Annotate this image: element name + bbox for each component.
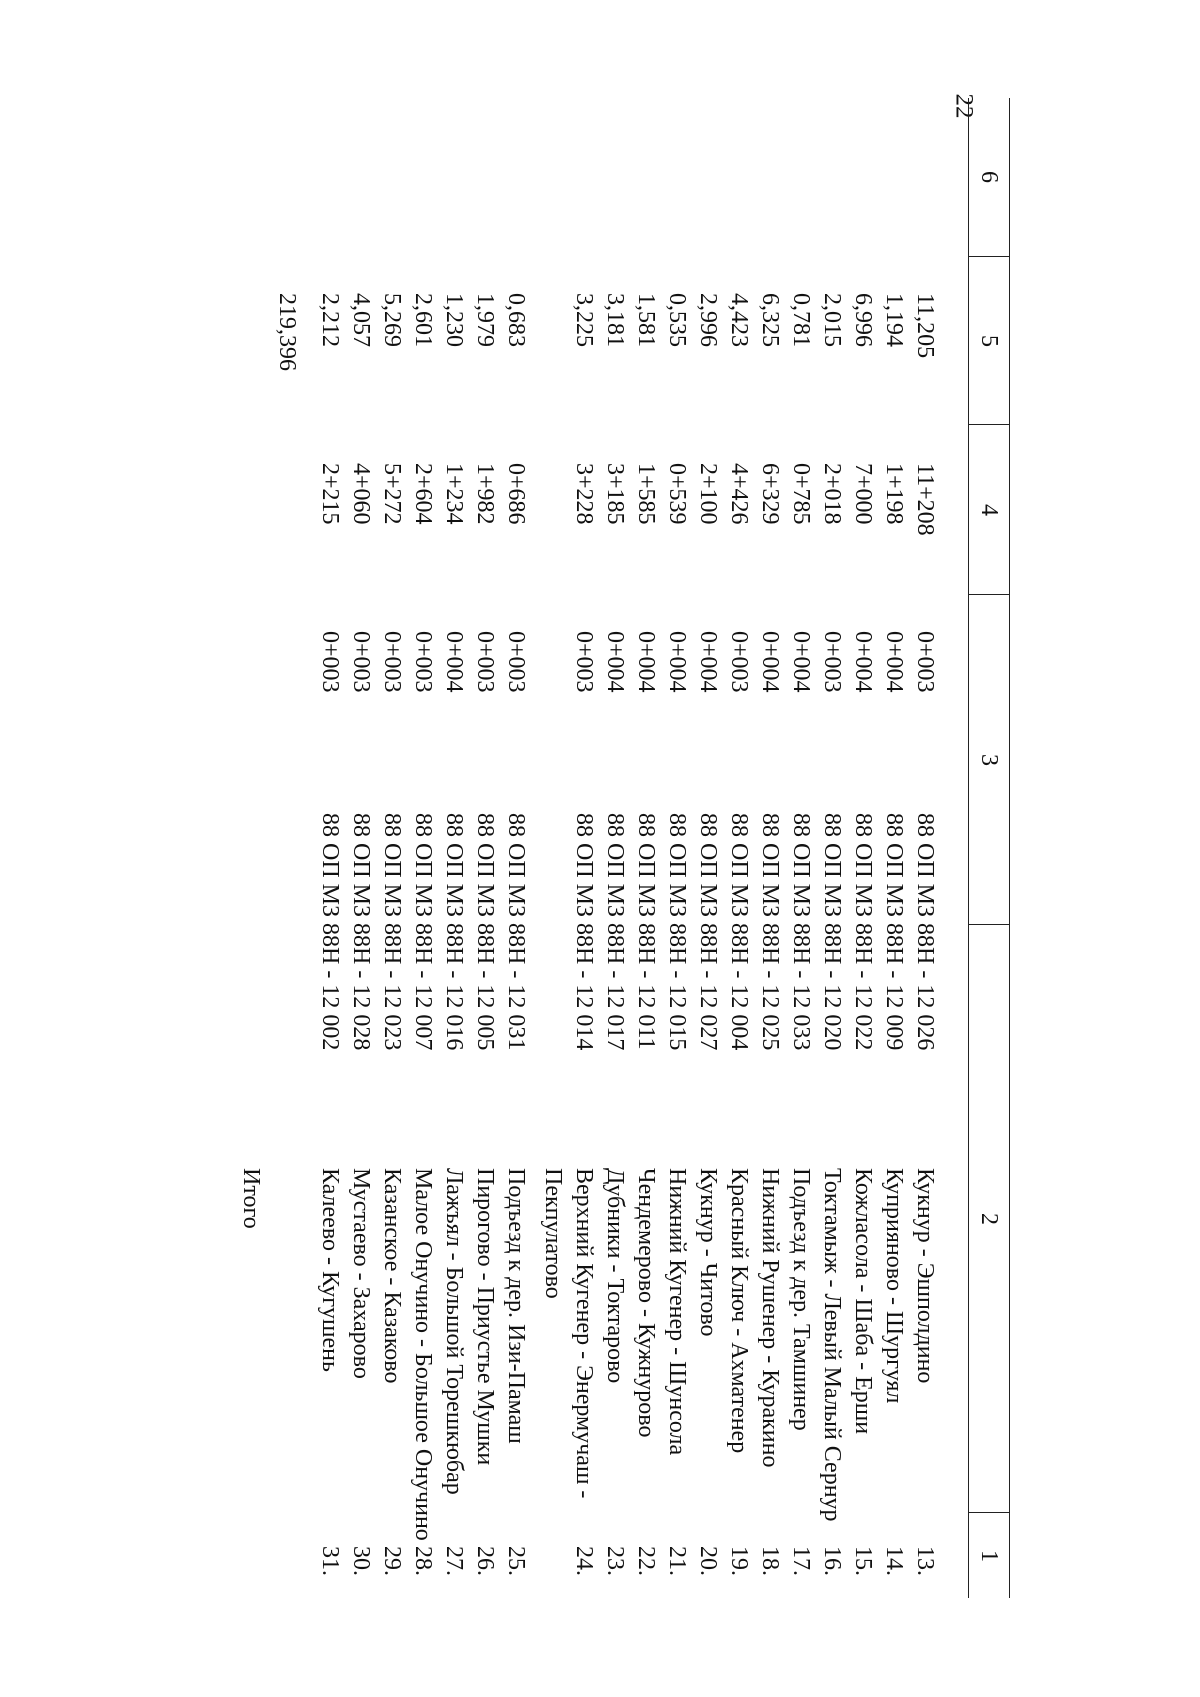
end-km: 1+585 <box>633 463 659 525</box>
road-code: 88 ОП МЗ 88Н - 12 017 <box>602 813 628 1051</box>
road-code: 88 ОП МЗ 88Н - 12 020 <box>819 813 845 1051</box>
road-code: 88 ОП МЗ 88Н - 12 002 <box>317 813 343 1051</box>
header-col-1: 1 <box>969 1512 1009 1599</box>
road-code: 88 ОП МЗ 88Н - 12 027 <box>695 813 721 1051</box>
end-km: 7+000 <box>850 463 876 525</box>
length-km: 6,325 <box>757 293 783 347</box>
header-col-6: 6 <box>976 171 1002 183</box>
row-number: 20. <box>695 1546 721 1576</box>
length-km: 1,581 <box>633 293 659 347</box>
road-name: Кукнур - Эшполдино <box>912 1168 938 1384</box>
road-name: Кожласола - Шаба - Ерши <box>850 1168 876 1435</box>
table-row <box>599 98 630 1598</box>
start-km: 0+003 <box>410 631 436 693</box>
road-name: Малое Онучино - Большое Онучино <box>410 1168 436 1541</box>
table-row <box>314 98 345 1598</box>
road-name: Нижний Рушенер - Куракино <box>757 1168 783 1468</box>
table-row <box>847 98 878 1598</box>
road-code: 88 ОП МЗ 88Н - 12 004 <box>726 813 752 1051</box>
table-header <box>968 98 1010 1598</box>
table-row <box>537 98 568 1598</box>
length-km: 1,194 <box>881 293 907 347</box>
length-km: 0,781 <box>788 293 814 347</box>
table-row <box>692 98 723 1598</box>
row-number: 19. <box>726 1546 752 1576</box>
road-name: Токтамыж - Левый Малый Сернур <box>819 1168 845 1522</box>
length-km: 3,225 <box>571 293 597 347</box>
length-km: 1,230 <box>441 293 467 347</box>
table-row <box>723 98 754 1598</box>
table-row <box>469 98 500 1598</box>
road-table <box>238 98 1010 1598</box>
row-number: 22. <box>633 1546 659 1576</box>
road-code: 88 ОП МЗ 88Н - 12 014 <box>571 813 597 1051</box>
table-row <box>661 98 692 1598</box>
length-km: 4,423 <box>726 293 752 347</box>
end-km: 2+604 <box>410 463 436 525</box>
row-number: 26. <box>472 1546 498 1576</box>
end-km: 2+018 <box>819 463 845 525</box>
start-km: 0+004 <box>441 631 467 693</box>
header-col-4: 4 <box>969 424 1009 595</box>
end-km: 4+060 <box>348 463 374 525</box>
start-km: 0+003 <box>348 631 374 693</box>
end-km: 1+198 <box>881 463 907 525</box>
road-code: 88 ОП МЗ 88Н - 12 016 <box>441 813 467 1051</box>
row-number: 29. <box>379 1546 405 1576</box>
length-km: 2,601 <box>410 293 436 347</box>
total-value: 219,396 <box>274 293 300 371</box>
road-name: Дубники - Токтарово <box>602 1168 628 1384</box>
row-number: 16. <box>819 1546 845 1576</box>
road-code: 88 ОП МЗ 88Н - 12 028 <box>348 813 374 1051</box>
road-code: 88 ОП МЗ 88Н - 12 023 <box>379 813 405 1051</box>
table-row <box>376 98 407 1598</box>
end-km: 3+228 <box>571 463 597 525</box>
end-km: 0+539 <box>664 463 690 525</box>
road-name: Пекпулатово <box>540 1168 566 1299</box>
start-km: 0+003 <box>317 631 343 693</box>
road-name: Подъезд к дер. Изи-Памаш <box>503 1168 529 1444</box>
table-row <box>438 98 469 1598</box>
end-km: 2+100 <box>695 463 721 525</box>
start-km: 0+003 <box>819 631 845 693</box>
table-row <box>500 98 531 1598</box>
road-name: Куприяново - Шургуял <box>881 1168 907 1404</box>
end-km: 11+208 <box>912 463 938 536</box>
row-number: 14. <box>881 1546 907 1576</box>
row-number: 18. <box>757 1546 783 1576</box>
length-km: 6,996 <box>850 293 876 347</box>
start-km: 0+003 <box>571 631 597 693</box>
start-km: 0+003 <box>379 631 405 693</box>
row-number: 28. <box>410 1546 436 1576</box>
road-code: 88 ОП МЗ 88Н - 12 031 <box>503 813 529 1051</box>
road-code: 88 ОП МЗ 88Н - 12 007 <box>410 813 436 1051</box>
length-km: 2,996 <box>695 293 721 347</box>
start-km: 0+004 <box>602 631 628 693</box>
end-km: 0+686 <box>503 463 529 525</box>
road-name: Лажъял - Большой Торешкюбар <box>441 1168 467 1495</box>
end-km: 1+982 <box>472 463 498 525</box>
road-code: 88 ОП МЗ 88Н - 12 009 <box>881 813 907 1051</box>
road-code: 88 ОП МЗ 88Н - 12 033 <box>788 813 814 1051</box>
start-km: 0+003 <box>472 631 498 693</box>
start-km: 0+004 <box>664 631 690 693</box>
end-km: 1+234 <box>441 463 467 525</box>
end-km: 2+215 <box>317 463 343 525</box>
road-code: 88 ОП МЗ 88Н - 12 022 <box>850 813 876 1051</box>
table-row <box>345 98 376 1598</box>
start-km: 0+004 <box>850 631 876 693</box>
length-km: 2,015 <box>819 293 845 347</box>
header-col-5: 5 <box>969 256 1009 425</box>
table-row <box>754 98 785 1598</box>
end-km: 4+426 <box>726 463 752 525</box>
start-km: 0+004 <box>633 631 659 693</box>
row-number: 13. <box>912 1546 938 1576</box>
road-name: Казанское - Казаково <box>379 1168 405 1384</box>
table-row <box>909 98 940 1598</box>
start-km: 0+004 <box>881 631 907 693</box>
total-label: Итого <box>238 1168 264 1229</box>
road-name: Красный Ключ - Ахматенер <box>726 1168 752 1454</box>
table-row <box>630 98 661 1598</box>
road-name: Мустаево - Захарово <box>348 1168 374 1379</box>
road-name: Подъезд к дер. Тамшинер <box>788 1168 814 1431</box>
length-km: 11,205 <box>912 293 938 359</box>
row-number: 17. <box>788 1546 814 1576</box>
row-number: 21. <box>664 1546 690 1576</box>
row-number: 25. <box>503 1546 529 1576</box>
road-code: 88 ОП МЗ 88Н - 12 026 <box>912 813 938 1051</box>
page-number: 22 <box>950 93 978 119</box>
row-number: 23. <box>602 1546 628 1576</box>
road-code: 88 ОП МЗ 88Н - 12 025 <box>757 813 783 1051</box>
road-name: Кукнур - Читово <box>695 1168 721 1337</box>
road-name: Калеево - Кугушень <box>317 1168 343 1372</box>
start-km: 0+004 <box>695 631 721 693</box>
start-km: 0+004 <box>788 631 814 693</box>
road-code: 88 ОП МЗ 88Н - 12 005 <box>472 813 498 1051</box>
end-km: 3+185 <box>602 463 628 525</box>
start-km: 0+003 <box>912 631 938 693</box>
length-km: 3,181 <box>602 293 628 347</box>
row-number: 15. <box>850 1546 876 1576</box>
table-row <box>407 98 438 1598</box>
table-row <box>878 98 909 1598</box>
header-col-2: 2 <box>969 924 1009 1513</box>
road-code: 88 ОП МЗ 88Н - 12 011 <box>633 813 659 1050</box>
length-km: 5,269 <box>379 293 405 347</box>
row-number: 24. <box>571 1546 597 1576</box>
row-number: 27. <box>441 1546 467 1576</box>
start-km: 0+003 <box>726 631 752 693</box>
table-row <box>816 98 847 1598</box>
row-number: 31. <box>317 1546 343 1576</box>
road-name: Нижний Кугенер - Шунсола <box>664 1168 690 1456</box>
row-number: 30. <box>348 1546 374 1576</box>
end-km: 0+785 <box>788 463 814 525</box>
road-code: 88 ОП МЗ 88Н - 12 015 <box>664 813 690 1051</box>
end-km: 5+272 <box>379 463 405 525</box>
length-km: 1,979 <box>472 293 498 347</box>
start-km: 0+004 <box>757 631 783 693</box>
length-km: 0,683 <box>503 293 529 347</box>
table-row <box>785 98 816 1598</box>
header-col-3: 3 <box>969 594 1009 925</box>
end-km: 6+329 <box>757 463 783 525</box>
table-row <box>568 98 599 1598</box>
length-km: 4,057 <box>348 293 374 347</box>
start-km: 0+003 <box>503 631 529 693</box>
length-km: 2,212 <box>317 293 343 347</box>
road-name: Верхний Кугенер - Энермучаш - <box>571 1168 597 1499</box>
road-name: Чендемерово - Кужнурово <box>633 1168 659 1438</box>
length-km: 0,535 <box>664 293 690 347</box>
road-name: Пирогово - Приустье Мушки <box>472 1168 498 1466</box>
